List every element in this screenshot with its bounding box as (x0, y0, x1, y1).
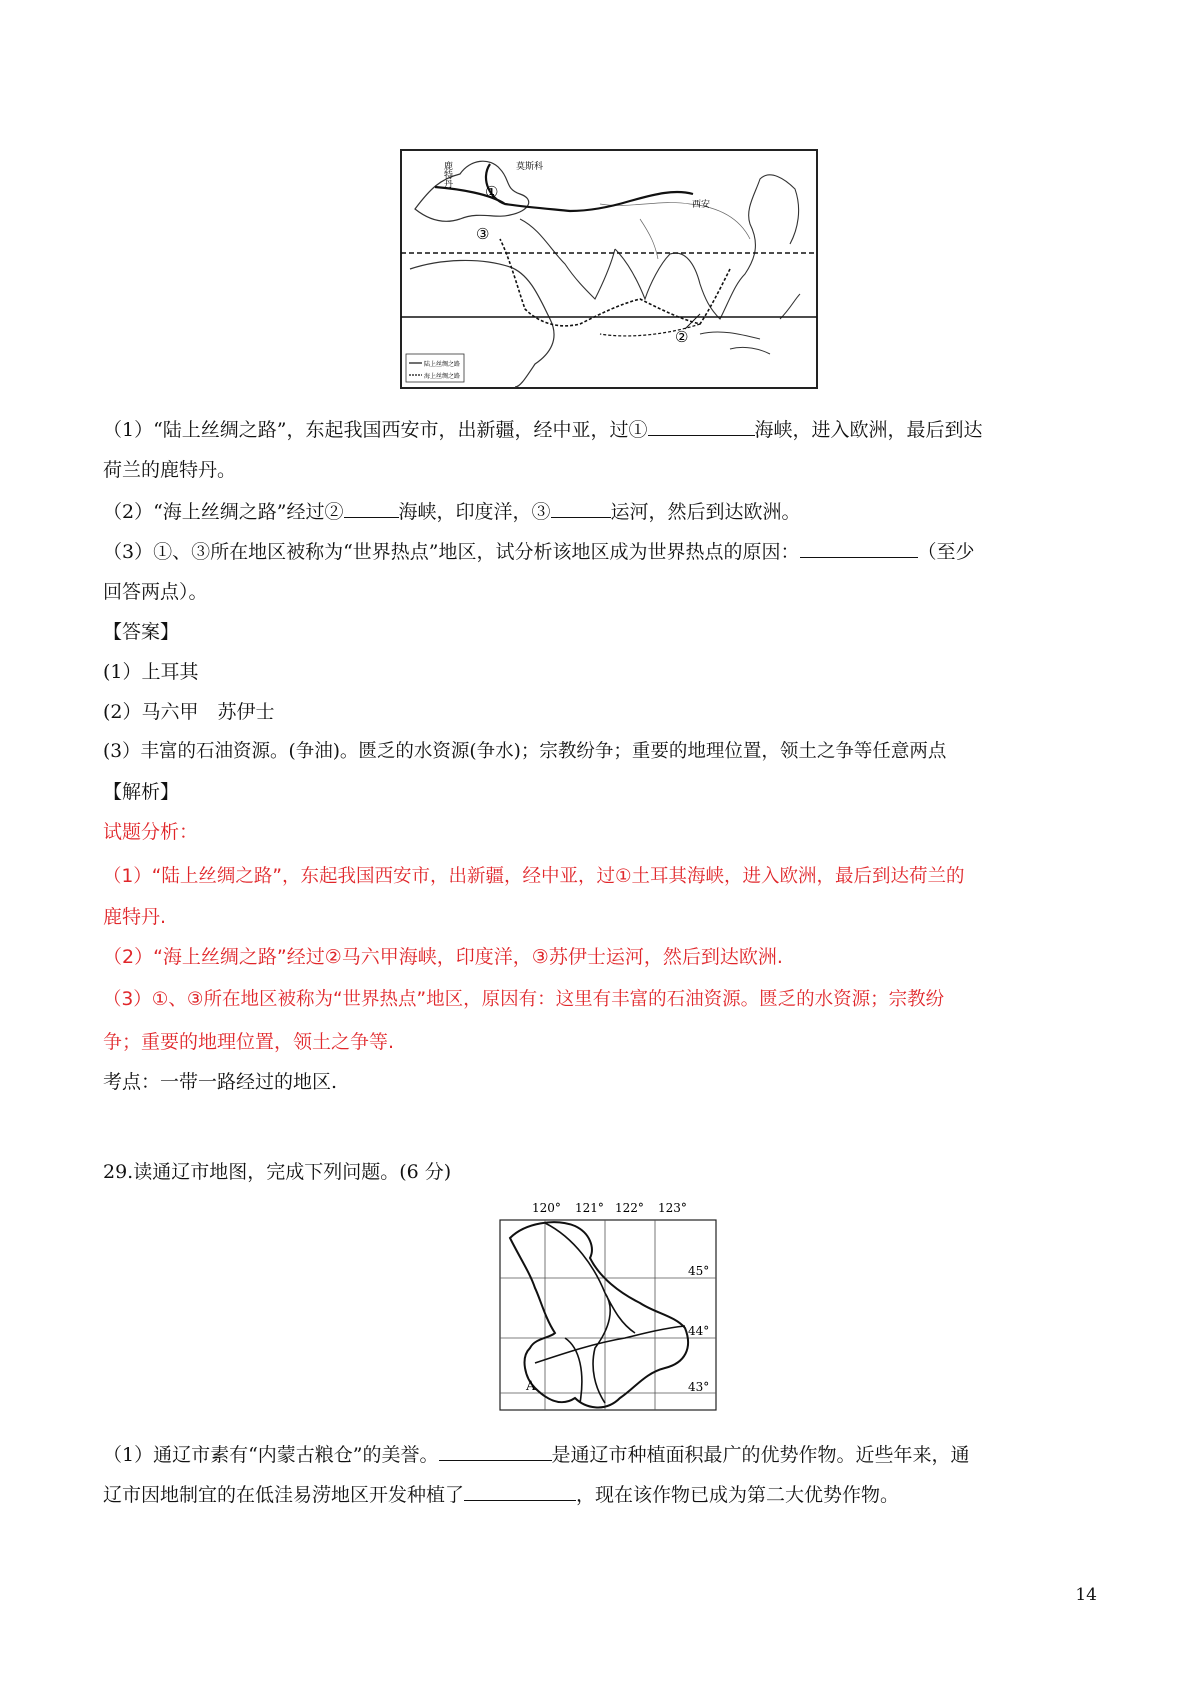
q29-blank1[interactable] (439, 1440, 552, 1461)
marker-2: ② (675, 328, 689, 346)
analysis-title: 试题分析： (103, 821, 199, 843)
legend-land: 陆上丝绸之路 (424, 361, 461, 368)
marker-1: ① (485, 183, 499, 201)
point-a-label: A (526, 1379, 536, 1394)
q28-blank2[interactable] (344, 497, 399, 518)
answer-3: (3）丰富的石油资源。(争油)。匮乏的水资源(争水)；宗教纷争；重要的地理位置，领土之争等任意两点 (103, 741, 947, 762)
answer-1: (1）上耳其 (103, 661, 199, 683)
answer-header: 【答案】 (103, 621, 180, 643)
legend-sea: 海上丝绸之路 (424, 373, 461, 380)
page-number: 14 (1075, 1585, 1097, 1605)
analysis-line1b: 鹿特丹. (103, 906, 167, 928)
label-moscow: 莫斯科 (516, 162, 544, 172)
silk-road-map (400, 149, 818, 389)
tongliao-map (495, 1198, 721, 1412)
analysis-line2: （2）“海上丝绸之路”经过②马六甲海峡，印度洋，③苏伊士运河，然后到达欧洲. (103, 946, 783, 968)
q28-part2: （2）“海上丝绸之路”经过② 海峡，印度洋，③ 运河，然后到达欧洲。 (103, 497, 1103, 527)
analysis-point: 考点：一带一路经过的地区. (103, 1071, 338, 1093)
analysis-header: 【解析】 (103, 781, 180, 803)
q29-part1-cont: 辽市因地制宜的在低洼易涝地区开发种植了 ，现在该作物已成为第二大优势作物。 (103, 1480, 1103, 1510)
q29-blank2[interactable] (464, 1480, 576, 1501)
lat-43: 43° (688, 1380, 710, 1394)
q28-blank4[interactable] (800, 537, 918, 558)
lat-44: 44° (688, 1324, 710, 1338)
lon-122: 122° (615, 1201, 644, 1215)
q28-blank3[interactable] (551, 497, 611, 518)
label-rotterdam: 鹿特丹 (442, 161, 452, 188)
label-xian: 西安 (692, 200, 711, 210)
q28-blank1[interactable] (648, 415, 755, 436)
q28-part3-cont: 回答两点）。 (103, 581, 208, 603)
analysis-line3: （3）①、③所在地区被称为“世界热点”地区，原因有：这里有丰富的石油资源。匮乏的水资源；宗教纷 (103, 989, 945, 1010)
q29-title: 29.读通辽市地图，完成下列问题。(6 分) (103, 1161, 452, 1183)
lon-121: 121° (575, 1201, 604, 1215)
marker-3: ③ (476, 225, 490, 243)
answer-2: (2）马六甲 苏伊士 (103, 701, 275, 723)
q28-part1-cont: 荷兰的鹿特丹。 (103, 459, 237, 481)
analysis-line3b: 争；重要的地理位置，领土之争等. (103, 1031, 395, 1053)
q28-part3: （3）①、③所在地区被称为“世界热点”地区，试分析该地区成为世界热点的原因： （至少 (103, 537, 1103, 567)
lat-45: 45° (688, 1264, 710, 1278)
q29-part1: （1）通辽市素有“内蒙古粮仓”的美誉。 是通辽市种植面积最广的优势作物。近些年来，通 (103, 1440, 1103, 1470)
lon-120: 120° (532, 1201, 561, 1215)
analysis-line1: （1）“陆上丝绸之路”，东起我国西安市，出新疆，经中亚，过①土耳其海峡，进入欧洲，最后到达荷兰的 (103, 866, 965, 887)
lon-123: 123° (658, 1201, 687, 1215)
q28-part1: （1）“陆上丝绸之路”，东起我国西安市，出新疆，经中亚，过① 海峡，进入欧洲，最后到达 (103, 415, 1103, 445)
